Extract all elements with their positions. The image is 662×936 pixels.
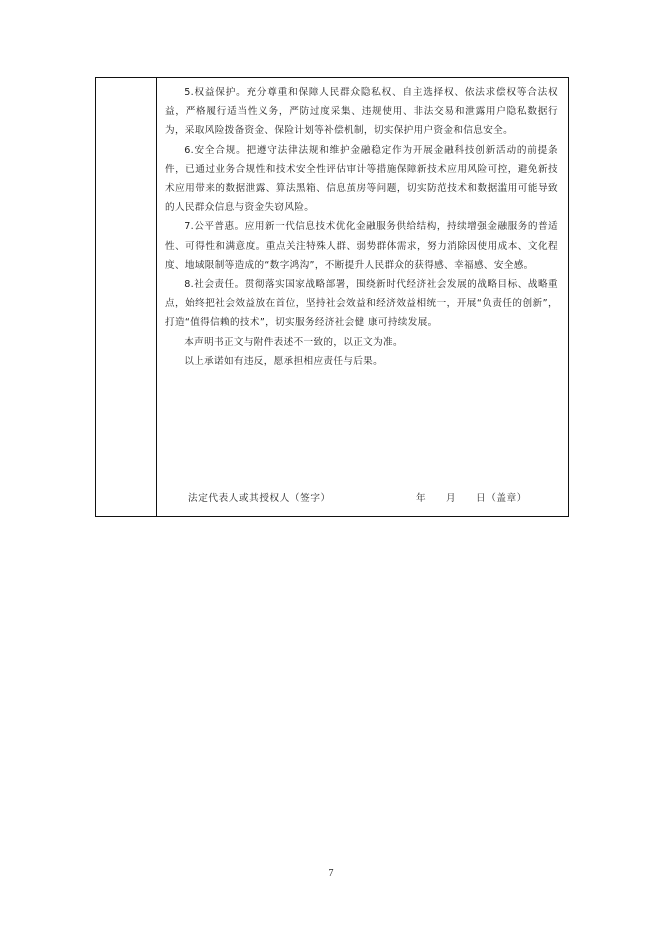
clause-rights-protection: 5.权益保护。充分尊重和保障人民群众隐私权、自主选择权、依法求偿权等合法权益，严格履行适当性义务，严防过度采集、违规使用、非法交易和泄露用户隐私数据行为，采取风险拨备资金、保险计划等补偿机制，切实保护用户资金和信息安全。	[165, 87, 558, 137]
clause-fair-inclusive: 7.公平普惠。应用新一代信息技术优化金融服务供给结构，持续增强金融服务的普适性、可得性和满意度。重点关注特殊人群、弱势群体需求，努力消除因使用成本、文化程度、地域限制等造成的“数字鸿沟”，不断提升人民群众的获得感、幸福感、安全感。	[165, 221, 558, 271]
table-label-cell	[96, 78, 157, 516]
signature-year: 年	[416, 493, 427, 504]
signature-day-seal: 日（盖章）	[476, 493, 527, 504]
commitment-statement: 以上承诺如有违反，愿承担相应责任与后果。	[184, 355, 384, 367]
page-number: 7	[328, 868, 334, 879]
clause-security-compliance: 6.安全合规。把遵守法律法规和维护金融稳定作为开展金融科技创新活动的前提条件，已通过业务合规性和技术安全性评估审计等措施保障新技术应用风险可控，避免新技术应用带来的数据泄露、算法黑箱、信息茧房等问题，切实防范技术和数据滥用可能导致的人民群众信息与资金失窃风险。	[165, 144, 558, 214]
signature-label: 法定代表人或其授权人（签字）	[188, 493, 331, 504]
signature-line	[188, 492, 527, 506]
table-content-cell	[157, 78, 568, 516]
declaration-table	[95, 77, 569, 517]
clause-social-responsibility: 8.社会责任。贯彻落实国家战略部署，围绕新时代经济社会发展的战略目标、战略重点，始终把社会效益放在首位，坚持社会效益和经济效益相统一，开展“负责任的创新”，打造“值得信赖的技术”，切实服务经济社会健 康可持续发展。	[165, 279, 558, 329]
signature-month: 月	[446, 493, 457, 504]
precedence-statement: 本声明书正文与附件表述不一致的，以正文为准。	[184, 336, 403, 348]
